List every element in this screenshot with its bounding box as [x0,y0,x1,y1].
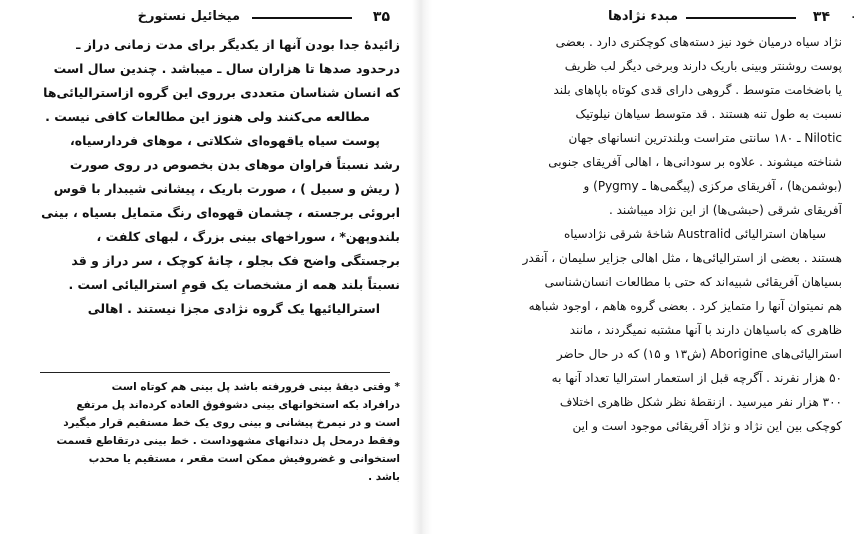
text-line: سیاهان استرالیائی Australid شاخهٔ شرقی نژادسیاه [563,227,826,241]
footnote-line: * وقتی دیفهٔ بینی فرورفته باشد پل بینی هم کوتاه است [111,381,400,393]
text-line: ۵۰ هزار نفرند . آگرچه قبل از استعمار استرالیا تعداد آنها به [551,371,842,385]
text-line: ( ریش و سبیل ) ، صورت باریک ، پیشانی شیبدار با قوس [53,181,400,196]
text-line: مطالعه می‌کنند ولی هنوز این مطالعات کافی نیست . [45,109,370,124]
text-line: ابروئی برجسته ، چشمان قهوه‌ای رنگ متمایل بسیاه ، بینی [41,205,400,220]
footnote-line: درافراد بکه استخوانهای بینی دشوفوق العاده کرده‌اند پل مرتفع [76,399,400,411]
text-line: پوست روشنتر وبینی باریک دارند وبرخی دیگر لب ظریف [564,59,842,73]
text-line: (بوشمن‌ها) ، آفریقای مرکزی (پیگمی‌ها ـ Pygmy) و [583,179,842,193]
text-line: استرالیائی‌های Aborigine (ش۱۳ و ۱۵) که در حال حاضر [556,347,842,361]
footnote-line: است و در نیمرخ پیشانی و بینی روی یک خط مستقیم قرار میگیرد [63,417,400,429]
footnote-line: استخوانی و غضروفیش ممکن است مقعر ، مستقیم یا محدب [88,453,400,465]
header-rule [252,17,352,19]
book-gutter [412,0,432,534]
text-line: زائیدهٔ جدا بودن آنها از یکدیگر برای مدت زمانی دراز ـ [76,37,400,52]
text-line: یا باضخامت متوسط . گروهی دارای قدی کوتاه باپاهای بلند [553,83,842,97]
text-line: ظاهری که باسیاهان دارند با آنها مشتبه نمیگردند ، مانند [569,323,842,337]
text-line: پوست سیاه یاقهوه‌ای شکلاتی ، موهای فردارسیاه، [69,133,380,148]
running-title: مبدء نژادها [607,9,678,24]
right-page-header [480,8,842,26]
text-line: نسبت به طول تنه هستند . قد متوسط سیاهان نیلوتیک [575,107,842,121]
text-line: هستند . بعضی از استرالیائی‌ها ، مثل اهالی جزایر سلیمان ، آنقدر [522,251,842,265]
left-body-text [30,33,400,321]
running-title: میخائیل نستورخ [137,9,240,24]
text-line: استرالیائیها یک گروه نژادی مجزا نیستند . اهالی [87,301,380,316]
text-line: آفریقای شرقی (حبشی‌ها) از این نژاد میباشند . [608,203,842,217]
right-body-text [480,30,842,438]
text-line: ۳۰۰ هزار نفر میرسید . ازنقطهٔ نظر شکل ظاهری اختلاف [559,395,842,409]
text-line: نسبتاً بلند همه از مشخصات یک قومِ استرالیائی است . [68,277,400,292]
text-line: بسیاهان آفریقائی شبیه‌اند که حتی با مطالعات انسان‌شناسی [544,275,842,289]
footnote [30,378,400,486]
text-line: Nilotic ـ ۱۸۰ سانتی متراست وبلندترین انسانهای جهان [568,131,842,145]
page-mark: . [851,6,856,22]
text-line: که انسان شناسان متعددی برروی این گروه ازاسترالیائی‌ها [43,85,400,100]
right-page [440,0,866,534]
text-line: کوچکی بین این نژاد و نژاد آفریقائی موجود است و این [572,419,842,433]
left-page-header [30,8,400,26]
text-line: درحدود صدها تا هزاران سال ـ میباشد . چندین سال است [53,61,400,76]
page-number: ۳۵ [372,9,390,25]
text-line: هم نمیتوان آنها را متمایز کرد . بعضی گروه هاهم ، اوجود شباهه [528,299,842,313]
text-line: بلندوپهن* ، سوراخهای بینی بزرگ ، لبهای کلفت ، [96,229,400,244]
footnote-separator [40,372,390,373]
header-rule [686,17,796,19]
footnote-line: وفقط درمحل پل دندانهای مشهوداست . خط بینی درتقاطع قسمت [56,435,400,447]
left-page [0,0,420,534]
text-line: برجستگی واضح فک بجلو ، چانهٔ کوچک ، سر دراز و قد [71,253,400,268]
page-number: ۳۴ [812,9,830,25]
text-line: رشد نسبتاً فراوان موهای بدن بخصوص در روی صورت [69,157,400,172]
text-line: شناخته میشوند . علاوه بر سودانی‌ها ، اهالی آفریقای جنوبی [548,155,842,169]
footnote-line: باشد . [368,471,400,483]
text-line: نژاد سیاه درمیان خود نیز دسته‌های کوچکتری دارد . بعضی [555,35,842,49]
